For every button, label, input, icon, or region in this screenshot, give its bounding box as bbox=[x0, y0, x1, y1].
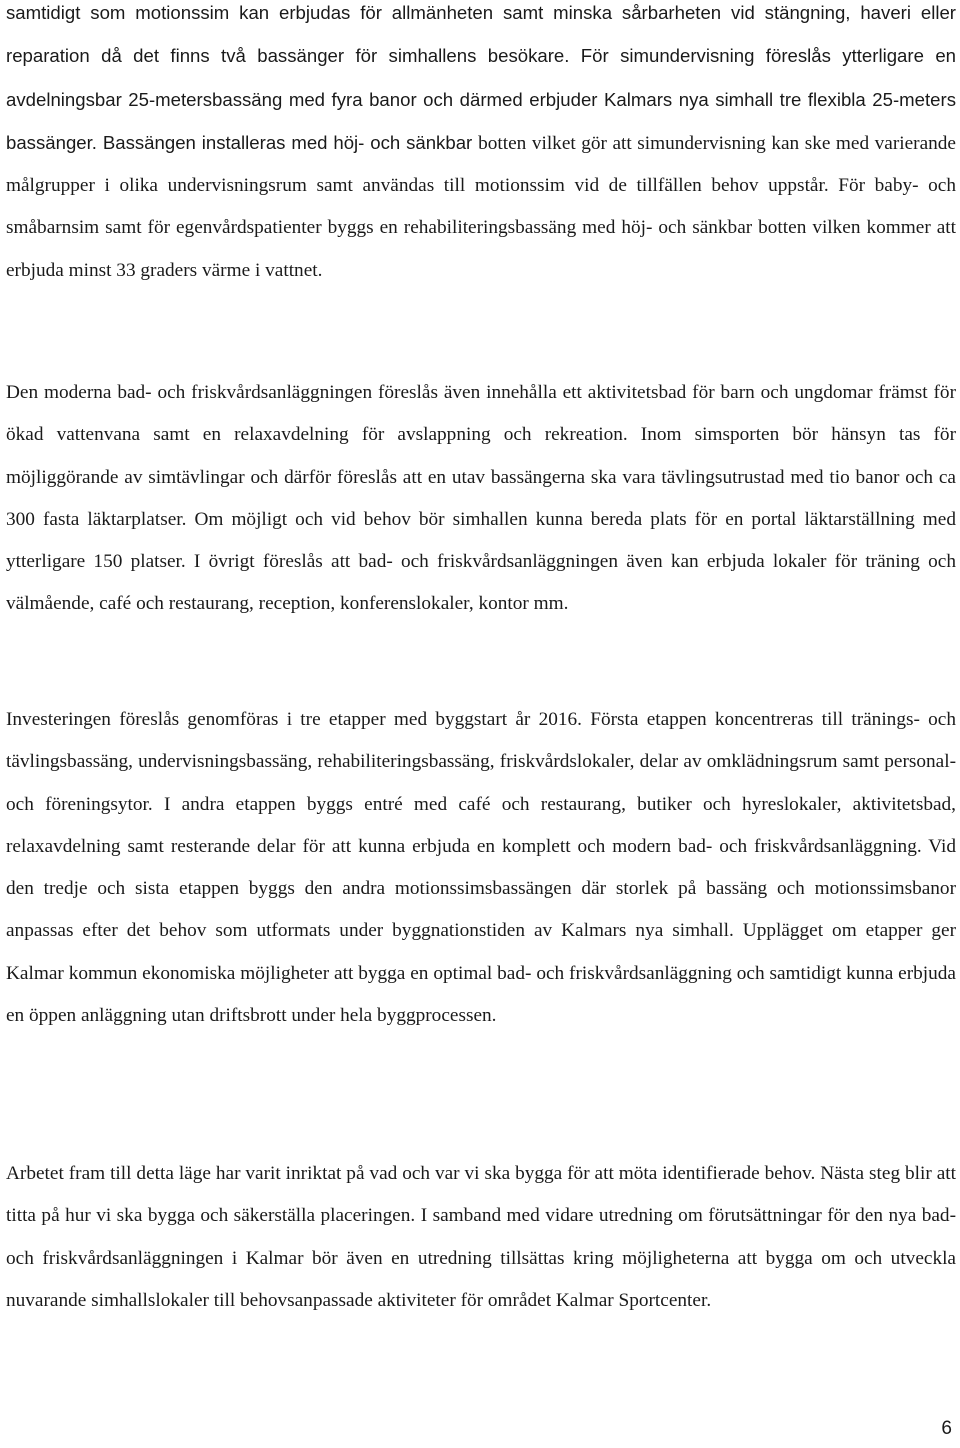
paragraph-next-steps bbox=[6, 1153, 956, 1322]
paragraph-pool-options bbox=[6, 0, 956, 292]
paragraph-facility-features bbox=[6, 372, 956, 626]
paragraph-text: Investeringen föreslås genomföras i tre etapper med byggstart år 2016. Första etappen koncentreras till tränings- och tävlingsbassäng, undervisningsbassäng, rehabiliteringsbassäng, friskvårdslokaler, delar av omklädningsrum samt personal- och föreningsytor. I andra etappen byggs entré med café och restaurang, butiker och hyreslokaler, aktivitetsbad, relaxavdelning samt resterande delar för att kunna erbjuda en komplett och modern bad- och friskvårdsanläggning. Vid den tredje och sista etappen byggs den andra motionssimsbassängen där storlek på bassäng och motionssimsbanor anpassas efter det behov som utformats under byggnationstiden av Kalmars nya simhall. Upplägget om etapper ger Kalmar kommun ekonomiska möjligheter att bygga en optimal bad- och friskvårdsanläggning och samtidigt kunna erbjuda en öppen anläggning utan driftsbrott under hela byggprocessen. bbox=[6, 709, 956, 1027]
paragraph-text: Den moderna bad- och friskvårdsanläggningen föreslås även innehålla ett aktivitetsbad för barn och ungdomar främst för ökad vattenvana samt en relaxavdelning för avslappning och rekreation. Inom simsporten bör hänsyn tas för möjliggörande av simtävlingar och därför föreslås att en utav bassängerna ska vara tävlingsutrustad med tio banor och ca 300 fasta läktarplatser. Om möjligt och vid behov bör simhallen kunna bereda plats för en portal läktarställning med ytterligare 150 platser. I övrigt föreslås att bad- och friskvårdsanläggningen även kan erbjuda lokaler för träning och välmående, café och restaurang, reception, konferenslokaler, kontor mm. bbox=[6, 382, 956, 615]
paragraph-text: botten vilket gör att simundervisning kan ske med varierande målgrupper i olika undervisningsrum samt användas till motionssim vid de tillfällen behov uppstår. För baby- och småbarnsim samt för egenvårdspatienter byggs en rehabiliteringsbassäng med höj- och sänkbar botten vilken kommer att erbjuda minst 33 graders värme i vattnet. bbox=[6, 132, 956, 281]
paragraph-investment-stages bbox=[6, 699, 956, 1037]
paragraph-text: Arbetet fram till detta läge har varit inriktat på vad och var vi ska bygga för att möta identifierade behov. Nästa steg blir att titta på hur vi ska bygga och säkerställa placeringen. I samband med vidare utredning om förutsättningar för den nya bad- och friskvårdsanläggningen i Kalmar bör även en utredning tillsättas kring möjligheterna att bygga om och utveckla nuvarande simhallslokaler till behovsanpassade aktiviteter för området Kalmar Sportcenter. bbox=[6, 1163, 956, 1311]
page-number: 6 bbox=[941, 1418, 952, 1439]
paragraph-text-sans: samtidigt som motionssim kan erbjudas för allmänheten samt minska sårbarheten vid stängning, haveri eller reparation då det finns två bassänger för simhallens besökare. För simundervisning föreslås ytterligare en avdelningsbar 25-metersbassäng med fyra banor och därmed erbjuder Kalmars nya simhall tre flexibla 25-meters bassänger. Bassängen installeras med höj- och sänkbar bbox=[6, 2, 956, 153]
